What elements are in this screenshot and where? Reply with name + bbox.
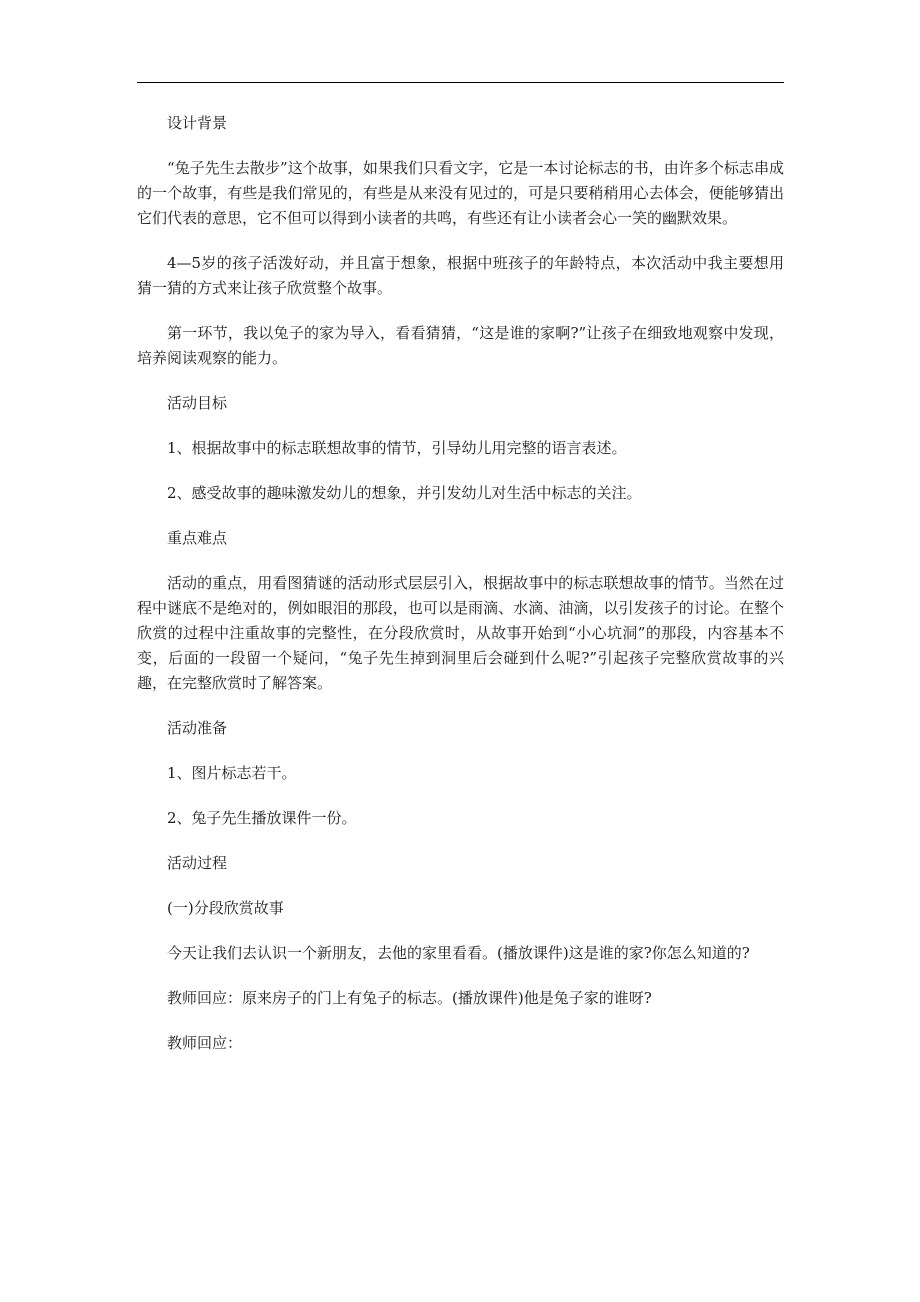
heading-activity-process: 活动过程: [167, 854, 228, 872]
document-body: [137, 111, 784, 1076]
preparation-item-1: 1、图片标志若干。: [167, 764, 297, 782]
goal-item-1: 1、根据故事中的标志联想故事的情节，引导幼儿用完整的语言表述。: [167, 439, 627, 457]
heading-activity-goals: 活动目标: [167, 394, 228, 412]
heading-design-background: 设计背景: [167, 114, 228, 132]
paragraph-first-section: 第一环节，我以兔子的家为导入，看看猜猜，“这是谁的家啊?”让孩子在细致地观察中发现，培养阅读观察的能力。: [137, 324, 784, 367]
paragraph-intro-new-friend: 今天让我们去认识一个新朋友，去他的家里看看。(播放课件)这是谁的家?你怎么知道的?: [167, 944, 750, 962]
paragraph-teacher-response-1: 教师回应：原来房子的门上有兔子的标志。(播放课件)他是兔子家的谁呀?: [167, 989, 652, 1007]
goal-item-2: 2、感受故事的趣味激发幼儿的想象，并引发幼儿对生活中标志的关注。: [167, 484, 642, 502]
paragraph-story-intro: “兔子先生去散步”这个故事，如果我们只看文字，它是一本讨论标志的书，由许多个标志串成的一个故事，有些是我们常见的，有些是从来没有见过的，可是只要稍稍用心去体会，便能够猜出它们代表的意思，它不但可以得到小读者的共鸣，有些还有让小读者会心一笑的幽默效果。: [137, 159, 784, 227]
paragraph-age-characteristics: 4—5岁的孩子活泼好动，并且富于想象，根据中班孩子的年龄特点，本次活动中我主要想用猜一猜的方式来让孩子欣赏整个故事。: [137, 254, 784, 297]
paragraph-teacher-response-2: 教师回应：: [167, 1034, 243, 1052]
heading-activity-preparation: 活动准备: [167, 719, 228, 737]
subheading-segment-appreciation: (一)分段欣赏故事: [167, 899, 284, 917]
paragraph-key-points: 活动的重点，用看图猜谜的活动形式层层引入，根据故事中的标志联想故事的情节。当然在过程中谜底不是绝对的，例如眼泪的那段，也可以是雨滴、水滴、油滴，以引发孩子的讨论。在整个欣赏的过程中注重故事的完整性，在分段欣赏时，从故事开始到“小心坑洞”的那段，内容基本不变，后面的一段留一个疑问，“兔子先生掉到洞里后会碰到什么呢?”引起孩子完整欣赏故事的兴趣，在完整欣赏时了解答案。: [137, 574, 784, 692]
preparation-item-2: 2、兔子先生播放课件一份。: [167, 809, 357, 827]
heading-key-points: 重点难点: [167, 529, 228, 547]
header-rule: [137, 82, 784, 83]
